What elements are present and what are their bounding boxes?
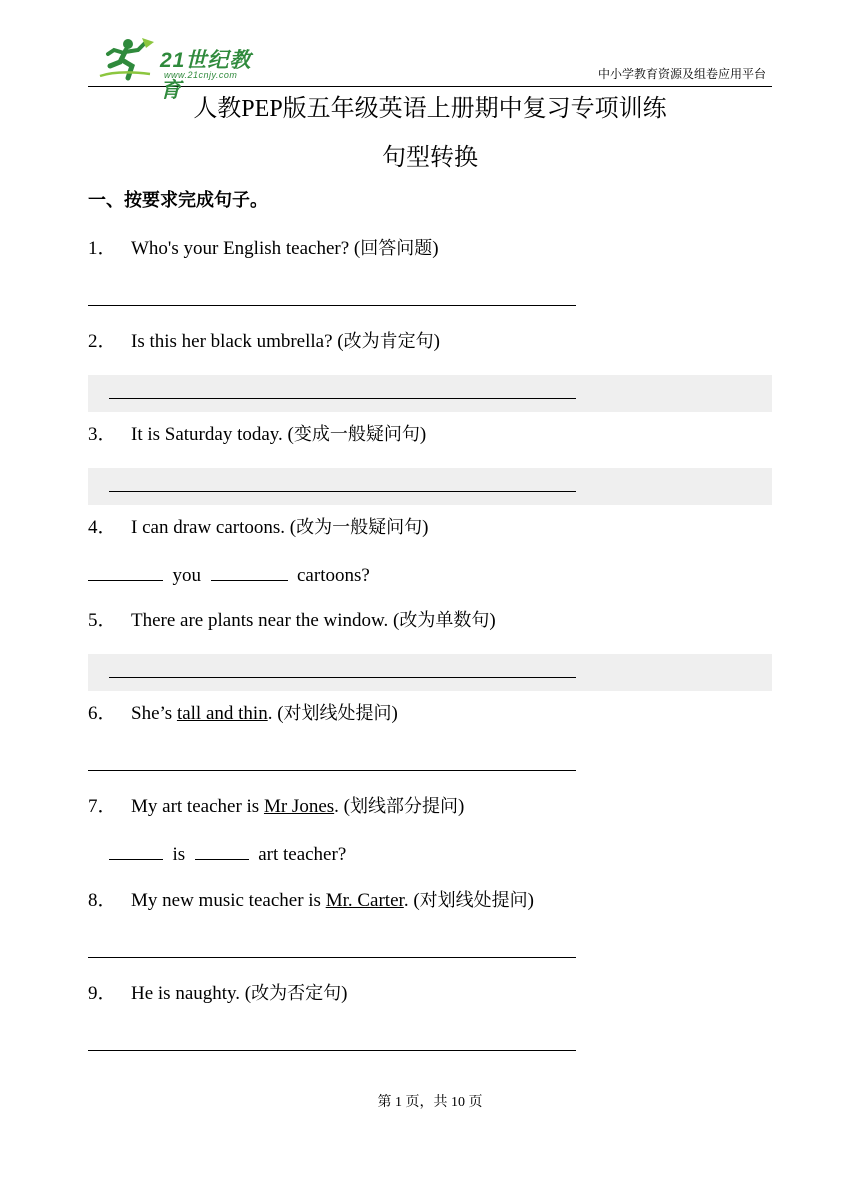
underlined-phrase: Mr. Carter xyxy=(325,890,404,911)
logo-text: 21世纪教育 xyxy=(160,49,252,102)
fill-in-7: is art teacher? xyxy=(109,841,346,866)
question-9: 9． He is naughty. (改为否定句) xyxy=(88,983,348,1004)
question-5: 5． There are plants near the window. (改为单数句) xyxy=(88,610,496,631)
underlined-phrase: Mr Jones xyxy=(263,796,335,817)
question-8: 8． My new music teacher is Mr. Carter. (对划线处提问) xyxy=(88,890,534,911)
answer-line-9[interactable] xyxy=(88,1050,576,1051)
logo-url: www.21cnjy.com xyxy=(164,70,238,80)
logo xyxy=(98,36,273,102)
blank-4a[interactable] xyxy=(88,562,163,581)
answer-area-5 xyxy=(88,654,772,691)
page-title: 人教PEP版五年级英语上册期中复习专项训练 xyxy=(193,96,667,122)
blank-7a[interactable] xyxy=(109,841,163,860)
page-header xyxy=(88,34,772,102)
question-3: 3． It is Saturday today. (变成一般疑问句) xyxy=(88,424,427,445)
answer-line-3[interactable] xyxy=(109,491,576,492)
fill-in-4: you cartoons? xyxy=(88,562,370,587)
blank-4b[interactable] xyxy=(211,562,288,581)
question-7: 7． My art teacher is Mr Jones. (划线部分提问) xyxy=(88,796,465,817)
blank-7b[interactable] xyxy=(195,841,249,860)
header-tagline: 中小学教育资源及组卷应用平台 xyxy=(597,67,766,81)
page-subtitle: 句型转换 xyxy=(382,145,478,171)
question-1: 1． Who's your English teacher? (回答问题) xyxy=(88,238,439,259)
answer-line-5[interactable] xyxy=(109,677,576,678)
question-6: 6． She’s tall and thin. (对划线处提问) xyxy=(88,703,398,724)
answer-line-6[interactable] xyxy=(88,770,576,771)
answer-line-8[interactable] xyxy=(88,957,576,958)
answer-line-2[interactable] xyxy=(109,398,576,399)
question-4: 4． I can draw cartoons. (改为一般疑问句) xyxy=(88,517,429,538)
answer-line-1[interactable] xyxy=(88,305,576,306)
answer-area-2 xyxy=(88,375,772,412)
underlined-phrase: tall and thin xyxy=(176,703,268,724)
answer-area-3 xyxy=(88,468,772,505)
runner-logo-icon xyxy=(98,36,160,82)
page-footer: 第 1 页，共 10 页 xyxy=(377,1095,483,1110)
question-2: 2． Is this her black umbrella? (改为肯定句) xyxy=(88,331,440,352)
section-heading: 一、按要求完成句子。 xyxy=(88,190,268,211)
